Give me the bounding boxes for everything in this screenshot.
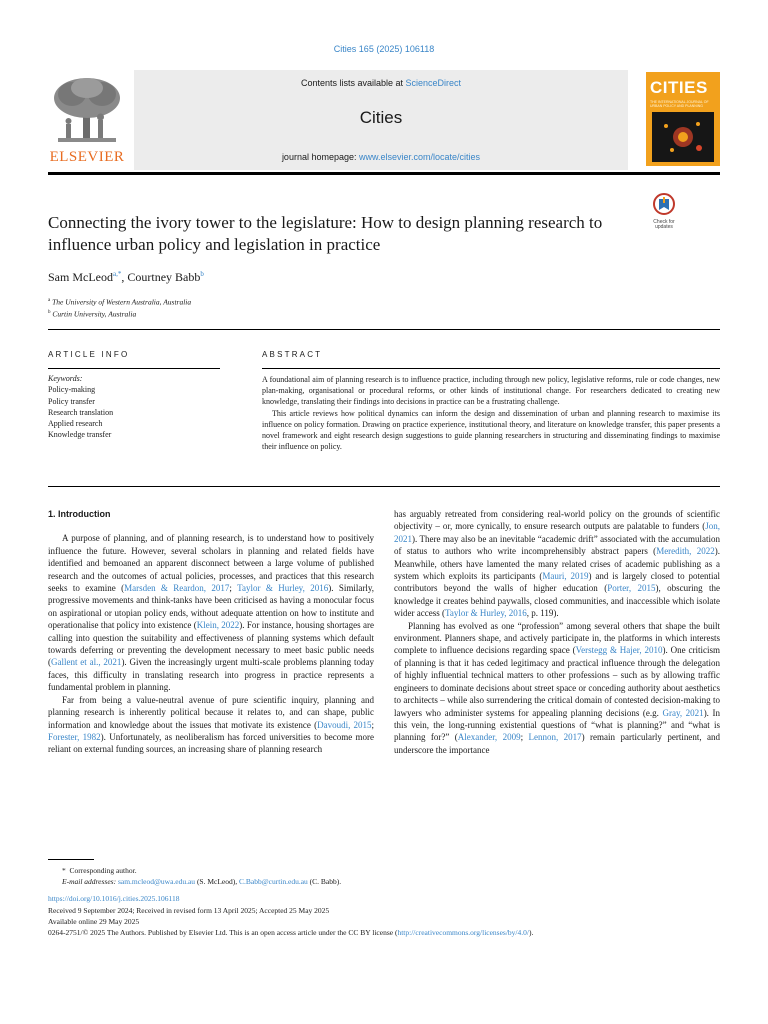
elsevier-wordmark: ELSEVIER (49, 149, 125, 165)
body-paragraph (394, 508, 720, 620)
affiliation-text: The University of Western Australia, Australia (52, 297, 192, 307)
citation-link[interactable]: Davoudi, 2015 (317, 719, 372, 730)
body-text: , p. 119). (526, 608, 559, 619)
keyword-item: Knowledge transfer (48, 430, 112, 440)
homepage-line (134, 152, 628, 162)
citation-link[interactable]: Jon, 2021 (394, 521, 720, 544)
body-column-left (48, 508, 374, 756)
elsevier-logo[interactable] (48, 74, 126, 166)
city-lights-icon (652, 112, 714, 162)
doi-link[interactable]: https://doi.org/10.1016/j.cities.2025.106118 (48, 894, 180, 904)
check-updates-line2: updates (655, 224, 673, 230)
abstract-label: ABSTRACT (262, 350, 323, 359)
email-line (48, 876, 728, 887)
journal-name: Cities (359, 108, 403, 127)
sciencedirect-link[interactable]: ScienceDirect (405, 78, 462, 88)
body-text: Planning has evolved as one “profession” among several others that shape the built environment. Planners shape, and actively participate in, the platforms in which interests complete to influence decisions regarding space ( (394, 620, 720, 656)
body-text: ) and is largely closed to potential contributors beyond the walls of higher education ( (394, 571, 720, 594)
author-affiliation-mark[interactable]: a,* (113, 270, 122, 278)
author-name[interactable]: Sam McLeod (48, 270, 113, 284)
keyword-item: Applied research (48, 419, 103, 429)
check-for-updates-badge[interactable] (646, 193, 682, 229)
header-rule (48, 172, 720, 175)
body-text: ). Similarly, progressive movements and think-tanks have been criticised as having a monocular focus on aspirational or utopian policy ends, without adequate attention on how to institute and operationalise that policy into existence ( (48, 583, 374, 631)
keyword-item: Policy-making (48, 385, 96, 395)
received-dates: Received 9 September 2024; Received in revised form 13 April 2025; Accepted 25 May 2025 (48, 905, 330, 915)
abstract-paragraph: This article reviews how political dynamics can inform the design and dissemination of urban and planning research to maximise its influence on policy formation. Drawing on practice experience, institutional theory, and literature on knowledge transfer, this paper presents a novel framework and eight research design suggestions to guide planning researchers in structuring and disseminating findings to maximise their influence on policy. (262, 408, 720, 452)
journal-cover[interactable] (646, 72, 720, 166)
citation-link[interactable]: Gray, 2021 (662, 707, 704, 718)
citation-link[interactable]: Forester, 1982 (48, 731, 101, 742)
check-updates-icon (653, 193, 675, 215)
email-link[interactable]: C.Babb@curtin.edu.au (239, 877, 308, 887)
citation-link[interactable]: Marsden & Reardon, 2017 (124, 583, 230, 594)
journal-header (48, 70, 720, 174)
abstract-bottom-rule (48, 486, 720, 487)
affiliations (48, 296, 191, 319)
body-text: ). There may also be an inevitable “academic drift” associated with the accumulation of status to authors who write incomprehensibly abstract papers ( (394, 533, 720, 557)
affiliation-a (48, 296, 191, 308)
article-info-rule (48, 368, 220, 369)
author-name[interactable]: Courtney Babb (127, 270, 201, 284)
body-text: ). Given the increasingly urgent multi-scale problems planning today faces, this difficulty in translating research into progress in practice represents a fundamental problem in planning. (48, 657, 374, 693)
keywords-block (48, 373, 218, 441)
citation-link[interactable]: Taylor & Hurley, 2016 (237, 583, 329, 594)
section-heading: 1. Introduction (48, 509, 111, 519)
contents-line (134, 78, 628, 88)
copyright-suffix: ). (528, 928, 534, 938)
footnotes (48, 865, 728, 938)
citation-link[interactable]: Gallent et al., 2021 (51, 657, 122, 668)
email-link[interactable]: sam.mcleod@uwa.edu.au (117, 877, 196, 887)
keywords-label: Keywords: (48, 374, 83, 383)
journal-citation[interactable]: Cities 165 (2025) 106118 (333, 44, 435, 54)
citation-link[interactable]: Alexander, 2009 (457, 732, 521, 743)
homepage-link[interactable]: www.elsevier.com/locate/cities (359, 152, 481, 162)
cover-image (652, 112, 714, 162)
citation-link[interactable]: Meredith, 2022 (656, 546, 715, 557)
body-text: ). Unfortunately, as neoliberalism has forced universities to become more reliant on external funding sources, an increasing share of planning research (48, 731, 374, 755)
abstract-paragraph: A foundational aim of planning research is to influence practice, including through new policy, legislative reforms, rule or code changes, new plan-making, organisational or procedural reforms, or other kinds of institutional change. For researchers dedicated to creating new knowledge, translating their findings into decisions in practice can be a frustrating challenge. (262, 375, 720, 407)
citation-link[interactable]: Verstegg & Hajer, 2010 (575, 645, 663, 656)
body-text: ). For instance, housing shortages are calling into question the suitability and effectiveness of planning systems which default towards deferring or preventing the development necessary to meet basic public needs ( (48, 620, 375, 668)
corresponding-note (48, 865, 728, 876)
citation-link[interactable]: Mauri, 2019 (542, 571, 589, 582)
citation-link[interactable]: Porter, 2015 (607, 583, 656, 594)
citation-link[interactable]: Klein, 2022 (196, 620, 240, 631)
footnote-rule (48, 859, 94, 860)
journal-info-box (134, 70, 628, 170)
body-text: Far from being a value-neutral avenue of pure scientific inquiry, planning and planning research is inherently political because it relates to, and can shape, public information and knowledge about the issues that motivate its existence ( (48, 694, 374, 730)
corresponding-mark: * (62, 866, 66, 875)
abstract-text (262, 374, 720, 452)
email-owner: (S. McLeod), (195, 877, 240, 887)
body-paragraph (394, 620, 720, 756)
keyword-item: Research translation (48, 407, 114, 417)
affiliation-mark: a (48, 298, 51, 303)
corresponding-text: Corresponding author. (69, 866, 137, 875)
affiliation-b (48, 308, 191, 320)
author-separator: , (121, 270, 128, 284)
body-paragraph (48, 694, 374, 756)
citation-link[interactable]: Lennon, 2017 (528, 732, 582, 743)
affiliation-mark: b (48, 309, 51, 315)
author-affiliation-mark[interactable]: b (200, 270, 204, 278)
body-text: ). One criticism of planning is that it has ceded legitimacy and practical influence through the delegation of highly influential technical matters to other professions – such as by allowing traffic engineers to dominate decisions about street space or conceding authority about aesthetics to architects – while also surrendering the critical domain of contested decision-making to lawyers who administer systems for appealing planning decisions (e.g. (394, 645, 720, 718)
body-column-right (394, 508, 720, 756)
info-top-rule (48, 329, 720, 330)
article-title: Connecting the ivory tower to the legislature: How to design planning research to influence urban policy and legislation in practice (48, 213, 603, 254)
body-text: ; (520, 732, 529, 743)
cover-title: CITIES (650, 78, 708, 97)
body-text: ; (371, 719, 375, 730)
body-text: A purpose of planning, and of planning research, is to understand how to positively influence the future. However, several scholars in planning and related fields have identified and bemoaned an apparent disconnect between a large volume of published research and the outcomes of actual policies, processes, and practices that this research seeks to examine ( (48, 533, 374, 594)
body-paragraph (48, 532, 374, 693)
elsevier-tree-icon (48, 74, 126, 148)
body-text: ; (229, 583, 238, 594)
copyright-line (48, 927, 728, 938)
email-label: E-mail addresses: (62, 877, 118, 887)
email-owner: (C. Babb). (307, 877, 342, 887)
homepage-prefix: journal homepage: (281, 152, 359, 162)
available-online: Available online 29 May 2025 (48, 916, 140, 926)
cover-subtitle: THE INTERNATIONAL JOURNAL OF URBAN POLICY AND PLANNING (650, 100, 709, 108)
license-link[interactable]: http://creativecommons.org/licenses/by/4.0/ (397, 928, 529, 938)
body-text: ). Meanwhile, others have lamented the many related crises of academic publishing as a system which exploits its participants ( (394, 546, 720, 582)
author-list (48, 270, 204, 285)
body-text: ) remain particularly pertinent, and underscore the importance (394, 732, 720, 755)
check-updates-line1: Check for (653, 219, 675, 225)
copyright-text: 0264-2751/© 2025 The Authors. Published by Elsevier Ltd. This is an open access article under the CC BY license ( (48, 928, 398, 938)
citation-link[interactable]: Taylor & Hurley, 2016 (444, 608, 527, 619)
body-text: has arguably retreated from considering real-world policy on the grounds of scientific objectivity – or, more cynically, to ensure research outputs are palatable to funders ( (394, 509, 720, 532)
affiliation-text: Curtin University, Australia (52, 309, 137, 318)
article-info-label: ARTICLE INFO (48, 350, 130, 359)
body-text: ), obscuring the knowledge it creates behind paywalls, closed communities, and inaccessible which isolate wider access ( (394, 583, 720, 619)
body-text: ). In this vein, the long-running existential questions of “what is planning?” and “what is planning for?” ( (394, 707, 720, 743)
keyword-item: Policy transfer (48, 396, 95, 406)
contents-prefix: Contents lists available at (300, 78, 406, 88)
abstract-rule (262, 368, 720, 369)
